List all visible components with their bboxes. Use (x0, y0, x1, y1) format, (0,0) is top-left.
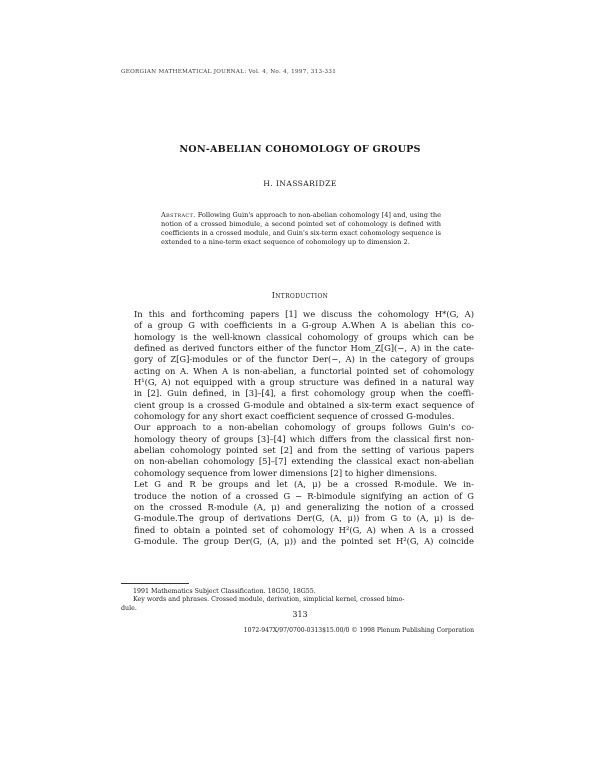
paper-title: NON-ABELIAN COHOMOLOGY OF GROUPS (179, 144, 421, 155)
body-text (121, 309, 474, 547)
text-line: gory of Z[G]-modules or of the functor Der(−, A) in the category of groups (134, 354, 474, 365)
abstract-label: Abstract. (161, 211, 196, 219)
abstract (161, 211, 441, 247)
text-line: G-module.The group of derivations Der(G, (A, μ)) from G to (A, μ) is de- (134, 513, 474, 524)
text-line: fined to obtain a pointed set of cohomology H²(G, A) when A is a crossed (134, 524, 474, 535)
publisher-imprint: 1072-947X/97/0700-0313$15.00/0 © 1998 Plenum Publishing Corporation (243, 627, 474, 634)
footnote-line: Key words and phrases. Crossed module, derivation, simplicial kernel, crossed bimo- (133, 596, 405, 604)
text-line: homology is the well-known classical cohomology of groups which can be (134, 331, 474, 342)
text-line: abelian cohomology pointed set [2] and from the setting of various papers (134, 445, 474, 456)
text-line: defined as derived functors either of the functor Hom_Z[G](−, A) in the cate- (134, 343, 474, 354)
page-number: 313 (292, 610, 308, 619)
text-line: cient group is a crossed G-module and obtained a six-term exact sequence of (134, 399, 474, 410)
abstract-text: Following Guin's approach to non-abelian cohomology [4] and, using the notion of a crossed bimodule, a second pointed set of cohomology is defined with coefficients in a crossed module, and Guin's six-term exact cohomology sequence is extended to a nine-term exact sequence of cohomology up to dimension 2. (161, 211, 441, 246)
text-line: acting on A. When A is non-abelian, a functorial pointed set of cohomology (134, 365, 474, 376)
footnote-rule (121, 583, 189, 584)
author-name: H. INASSARIDZE (263, 179, 337, 188)
paragraph (121, 479, 474, 547)
text-line: Let G and R be groups and let (A, μ) be a crossed R-module. We in- (134, 479, 474, 490)
text-line: of a group G with coefficients in a G-group A.When A is abelian this co- (134, 320, 474, 331)
footnote-line: dule. (121, 604, 137, 612)
section-heading: Introduction (271, 291, 329, 300)
text-line: cohomology sequence from lower dimensions [2] to higher dimensions. (134, 467, 438, 478)
text-line: cohomology for any short exact coefficient sequence of crossed G-modules. (134, 411, 455, 422)
text-line: in [2]. Guin defined, in [3]–[4], a first cohomology group when the coeffi- (134, 388, 474, 399)
text-line: on the crossed R-module (A, μ) and generalizing the notion of a crossed (134, 501, 474, 512)
running-head: GEORGIAN MATHEMATICAL JOURNAL: Vol. 4, No. 4, 1997, 313-331 (121, 69, 337, 75)
text-line: on non-abelian cohomology [5]–[7] extending the classical exact non-abelian (134, 456, 474, 467)
text-line: G-module. The group Der(G, (A, μ)) and the pointed set H²(G, A) coincide (134, 535, 474, 546)
text-line: homology theory of groups [3]–[4] which differs from the classical first non- (134, 433, 474, 444)
text-line: In this and forthcoming papers [1] we discuss the cohomology H*(G, A) (134, 309, 474, 319)
text-line: Our approach to a non-abelian cohomology of groups follows Guin's co- (134, 422, 474, 433)
paragraph (121, 309, 474, 422)
paragraph (121, 422, 474, 479)
text-line: H¹(G, A) not equipped with a group structure was defined in a natural way (134, 377, 474, 388)
text-line: troduce the notion of a crossed G − R-bimodule signifying an action of G (134, 490, 474, 501)
footnote-line: 1991 Mathematics Subject Classification. 18G50, 18G55. (133, 588, 316, 595)
